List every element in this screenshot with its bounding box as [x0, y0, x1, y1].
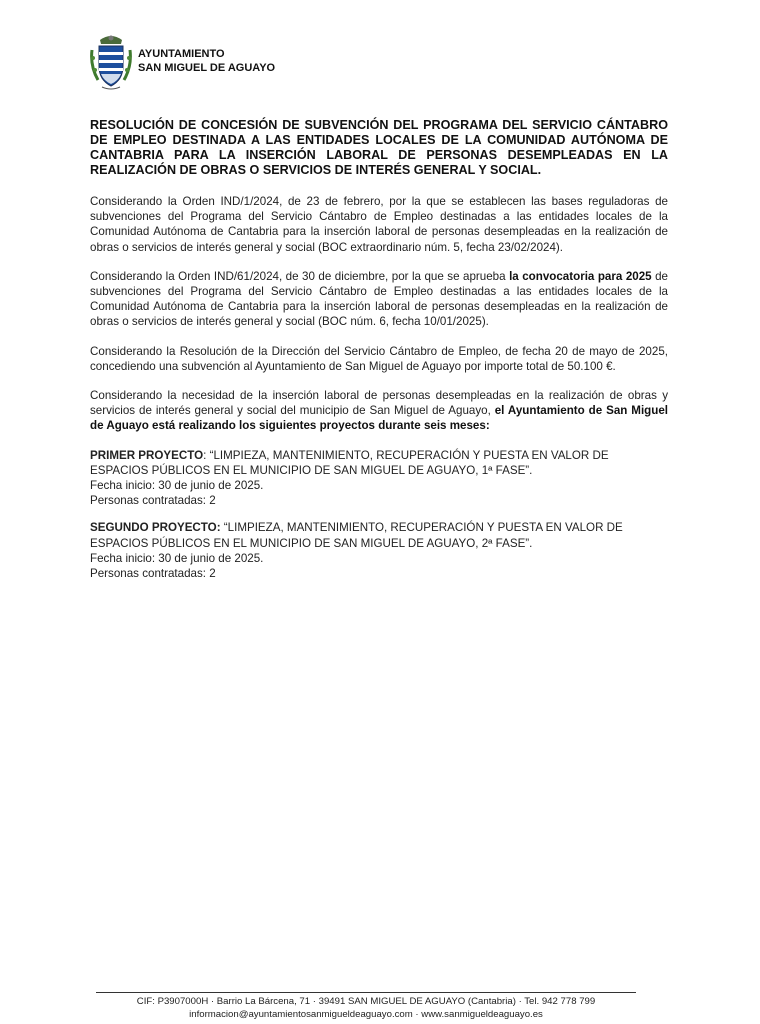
org-line-1: AYUNTAMIENTO	[138, 48, 225, 60]
para2-text-end: de subvenciones del Programa del Servicio Cántabro de Empleo destinadas a las entidades locales de la Comunidad Autónoma de Cantabria para la inserción laboral de personas desempleadas en la realización de obras o servicios de interés general y social (BOC núm. 6, fecha 10/01/2025).	[90, 269, 668, 329]
para2-text-start: Considerando la Orden IND/61/2024, de 30 de diciembre, por la que se aprueba	[90, 269, 510, 283]
paragraph-necesidad	[90, 388, 668, 434]
project-label: SEGUNDO PROYECTO:	[90, 521, 221, 535]
organization-name	[138, 47, 275, 75]
footer-contact: informacion@ayuntamientosanmigueldeaguayo.com · www.sanmigueldeaguayo.es	[189, 1009, 543, 1020]
project-hired-count: Personas contratadas: 2	[90, 567, 216, 581]
project-hired-count: Personas contratadas: 2	[90, 494, 216, 508]
project-name: “LIMPIEZA, MANTENIMIENTO, RECUPERACIÓN Y PUESTA EN VALOR DE ESPACIOS PÚBLICOS EN EL MUNICIPIO DE SAN MIGUEL DE AGUAYO, 2ª FASE”.	[90, 521, 623, 550]
document-body	[90, 118, 668, 593]
project-start-date: Fecha inicio: 30 de junio de 2025.	[90, 479, 264, 493]
project-name: : “LIMPIEZA, MANTENIMIENTO, RECUPERACIÓN Y PUESTA EN VALOR DE ESPACIOS PÚBLICOS EN EL MUNICIPIO DE SAN MIGUEL DE AGUAYO, 1ª FASE”.	[90, 448, 609, 477]
paragraph-orden-ind-61-2024	[90, 269, 668, 330]
project-start-date: Fecha inicio: 30 de junio de 2025.	[90, 551, 264, 565]
coat-of-arms-icon	[88, 30, 134, 92]
project-label: PRIMER PROYECTO	[90, 448, 204, 462]
para4-bold: el Ayuntamiento de San Miguel de Aguayo está realizando los siguientes proyectos durante seis meses:	[90, 404, 669, 433]
para2-bold: la convocatoria para 2025	[509, 269, 652, 283]
document-title: RESOLUCIÓN DE CONCESIÓN DE SUBVENCIÓN DEL PROGRAMA DEL SERVICIO CÁNTABRO DE EMPLEO DESTINADA A LAS ENTIDADES LOCALES DE LA COMUNIDAD AUTÓNOMA DE CANTABRIA PARA LA INSERCIÓN LABORAL DE PERSONAS DESEMPLEADAS EN LA REALIZACIÓN DE OBRAS O SERVICIOS DE INTERÉS GENERAL Y SOCIAL.	[90, 118, 668, 177]
paragraph-resolucion: Considerando la Resolución de la Dirección del Servicio Cántabro de Empleo, de fecha 20 de mayo de 2025, concediendo una subvención al Ayuntamiento de San Miguel de Aguayo por importe total de 50.100 €.	[90, 344, 668, 373]
para4-text-start: Considerando la necesidad de la inserción laboral de personas desempleadas en la realización de obras y servicios de interés general y social del municipio de San Miguel de Aguayo,	[90, 389, 668, 418]
org-line-2: SAN MIGUEL DE AGUAYO	[138, 62, 276, 74]
letterhead	[88, 30, 275, 92]
project-1	[90, 448, 668, 509]
project-2	[90, 520, 668, 581]
footer	[96, 992, 636, 1021]
footer-address: CIF: P3907000H · Barrio La Bárcena, 71 · 39491 SAN MIGUEL DE AGUAYO (Cantabria) · Tel. 942 778 799	[136, 996, 596, 1007]
paragraph-orden-ind-1-2024: Considerando la Orden IND/1/2024, de 23 de febrero, por la que se establecen las bases reguladoras de subvenciones del Programa del Servicio Cántabro de Empleo destinadas a las entidades locales de la Comunidad Autónoma de Cantabria para la inserción laboral de personas desempleadas en la realización de obras o servicios de interés general y social (BOC extraordinario núm. 5, fecha 23/02/2024).	[90, 195, 668, 254]
